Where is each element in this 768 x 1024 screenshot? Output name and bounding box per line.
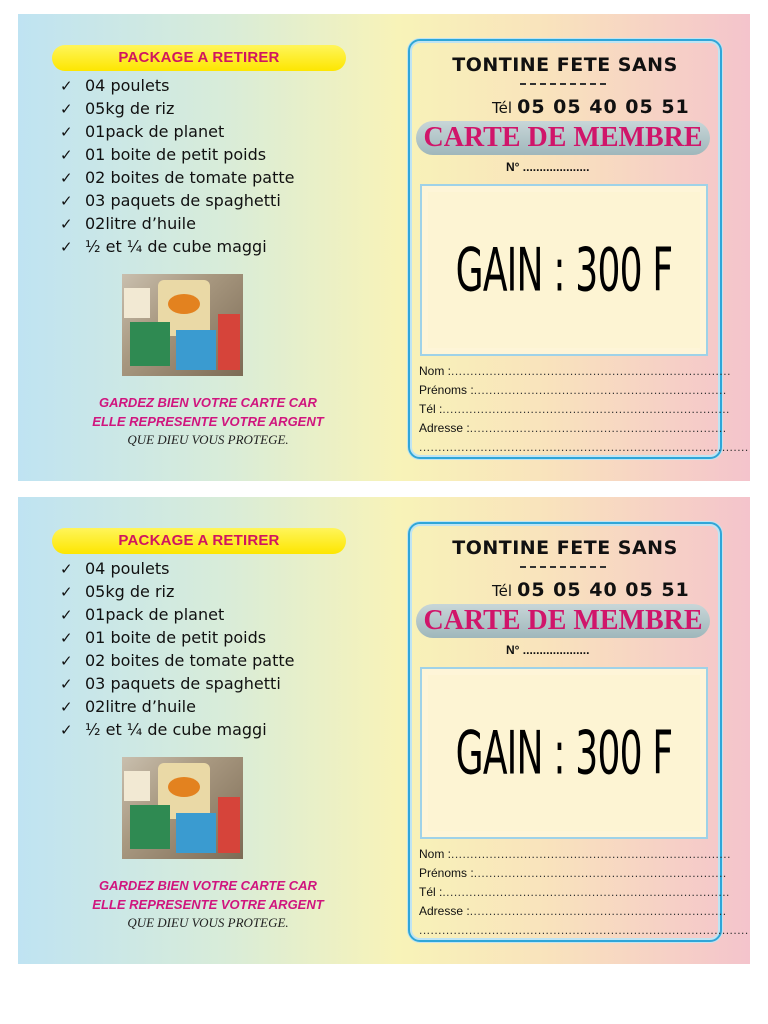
field-dots: .................................................................. [473, 866, 727, 880]
field-tel [419, 400, 730, 419]
check-icon: ✓ [60, 77, 73, 95]
membership-card-1 [18, 14, 750, 481]
member-number: N° .................... [506, 160, 590, 174]
field-dots: ........................................................................... [442, 402, 730, 416]
gain-box [420, 667, 708, 839]
warning-text [58, 876, 358, 914]
field-tel [419, 883, 730, 902]
field-label: Adresse : [419, 421, 470, 435]
warning-line-1: GARDEZ BIEN VOTRE CARTE CAR [99, 878, 317, 893]
item-label: 02litre d’huile [85, 214, 196, 233]
field-dots: ......................................................................... [451, 364, 731, 378]
title-underline [520, 83, 606, 85]
phone-label: Tél [492, 99, 513, 117]
check-icon: ✓ [60, 192, 73, 210]
field-dots: ...................................................................................... [419, 440, 749, 454]
field-adresse [419, 419, 727, 438]
list-item [60, 626, 294, 649]
check-icon: ✓ [60, 123, 73, 141]
phone-label: Tél [492, 582, 513, 600]
item-label: 01pack de planet [85, 605, 225, 624]
field-label: Nom : [419, 847, 452, 861]
member-card-title: TONTINE FETE SANS [452, 54, 678, 76]
item-label: 01 boite de petit poids [85, 145, 267, 164]
field-label: Prénoms : [419, 866, 474, 880]
item-label: 02 boites de tomate patte [85, 168, 295, 187]
field-label: Nom : [419, 364, 452, 378]
list-item [60, 695, 294, 718]
groceries-photo [122, 757, 243, 859]
field-dots: .................................................................. [473, 383, 727, 397]
field-label: Prénoms : [419, 383, 474, 397]
list-item [60, 672, 294, 695]
member-fields [419, 845, 749, 940]
item-label: ½ et ¼ de cube maggi [85, 237, 267, 256]
phone-line [492, 96, 690, 118]
member-card-banner: CARTE DE MEMBRE [416, 121, 710, 155]
gain-amount: GAIN : 300 F [455, 718, 673, 788]
check-icon: ✓ [60, 100, 73, 118]
member-card-panel [408, 522, 749, 942]
list-item [60, 603, 294, 626]
list-item [60, 580, 294, 603]
field-label: Tél : [419, 402, 443, 416]
item-label: 05kg de riz [85, 99, 175, 118]
package-title: PACKAGE A RETIRER [52, 45, 346, 71]
warning-line-2: ELLE REPRESENTE VOTRE ARGENT [92, 897, 324, 912]
field-prenoms [419, 381, 727, 400]
warning-text [58, 393, 358, 431]
item-label: ½ et ¼ de cube maggi [85, 720, 267, 739]
blessing-text: QUE DIEU VOUS PROTEGE. [127, 915, 289, 930]
package-item-list [60, 74, 294, 258]
item-label: 04 poulets [85, 76, 170, 95]
list-item [60, 649, 294, 672]
item-label: 01 boite de petit poids [85, 628, 267, 647]
check-icon: ✓ [60, 629, 73, 647]
list-item [60, 143, 294, 166]
field-dots: ......................................................................... [451, 847, 731, 861]
member-number: N° .................... [506, 643, 590, 657]
field-nom [419, 845, 731, 864]
package-title: PACKAGE A RETIRER [52, 528, 346, 554]
warning-line-2: ELLE REPRESENTE VOTRE ARGENT [92, 414, 324, 429]
membership-card-2 [18, 497, 750, 964]
field-adresse [419, 902, 727, 921]
phone-number: 05 05 40 05 51 [517, 96, 690, 118]
item-label: 03 paquets de spaghetti [85, 674, 281, 693]
package-item-list [60, 557, 294, 741]
list-item [60, 557, 294, 580]
list-item [60, 189, 294, 212]
warning-line-1: GARDEZ BIEN VOTRE CARTE CAR [99, 395, 317, 410]
check-icon: ✓ [60, 560, 73, 578]
check-icon: ✓ [60, 675, 73, 693]
gain-amount: GAIN : 300 F [455, 235, 673, 305]
item-label: 02 boites de tomate patte [85, 651, 295, 670]
item-label: 02litre d’huile [85, 697, 196, 716]
list-item [60, 97, 294, 120]
member-card-panel [408, 39, 749, 459]
item-label: 04 poulets [85, 559, 170, 578]
check-icon: ✓ [60, 698, 73, 716]
list-item [60, 718, 294, 741]
check-icon: ✓ [60, 606, 73, 624]
field-dots: ...................................................................................... [419, 923, 749, 937]
check-icon: ✓ [60, 215, 73, 233]
check-icon: ✓ [60, 721, 73, 739]
member-card-title: TONTINE FETE SANS [452, 537, 678, 559]
field-dots: ........................................................................... [442, 885, 730, 899]
field-label: Adresse : [419, 904, 470, 918]
field-extra [419, 438, 749, 457]
field-dots: ................................................................... [469, 421, 727, 435]
field-prenoms [419, 864, 727, 883]
list-item [60, 212, 294, 235]
list-item [60, 74, 294, 97]
check-icon: ✓ [60, 169, 73, 187]
title-underline [520, 566, 606, 568]
check-icon: ✓ [60, 146, 73, 164]
list-item [60, 120, 294, 143]
phone-number: 05 05 40 05 51 [517, 579, 690, 601]
groceries-photo [122, 274, 243, 376]
field-nom [419, 362, 731, 381]
gain-box [420, 184, 708, 356]
blessing-text: QUE DIEU VOUS PROTEGE. [127, 432, 289, 447]
item-label: 03 paquets de spaghetti [85, 191, 281, 210]
item-label: 05kg de riz [85, 582, 175, 601]
phone-line [492, 579, 690, 601]
check-icon: ✓ [60, 238, 73, 256]
field-dots: ................................................................... [469, 904, 727, 918]
list-item [60, 235, 294, 258]
member-card-banner: CARTE DE MEMBRE [416, 604, 710, 638]
member-fields [419, 362, 749, 457]
field-extra [419, 921, 749, 940]
list-item [60, 166, 294, 189]
item-label: 01pack de planet [85, 122, 225, 141]
check-icon: ✓ [60, 583, 73, 601]
check-icon: ✓ [60, 652, 73, 670]
field-label: Tél : [419, 885, 443, 899]
